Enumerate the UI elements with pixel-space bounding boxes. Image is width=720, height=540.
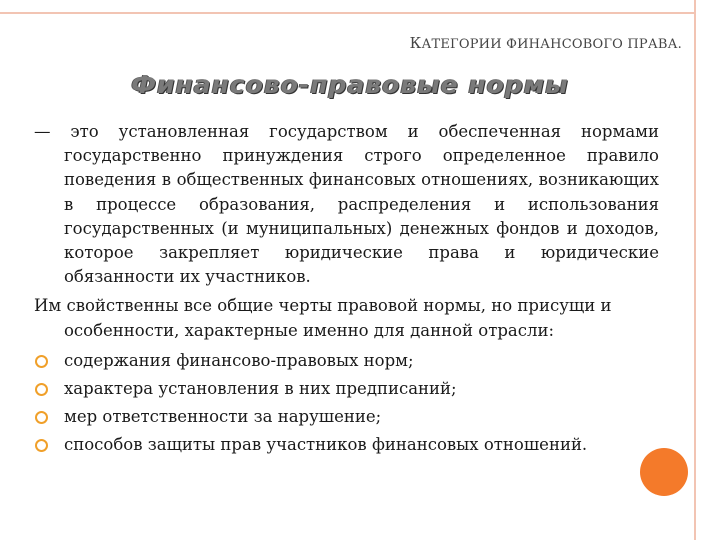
circle-bullet-icon bbox=[35, 411, 48, 424]
features-list bbox=[34, 347, 659, 459]
circle-bullet-icon bbox=[35, 439, 48, 452]
circle-bullet-icon bbox=[35, 383, 48, 396]
list-item-text: характера установления в них предписаний; bbox=[64, 378, 457, 398]
list-item-text: мер ответственности за нарушение; bbox=[64, 406, 382, 426]
header-cap-letter: К bbox=[409, 34, 422, 52]
list-item bbox=[34, 375, 659, 403]
list-item bbox=[34, 431, 659, 459]
list-item bbox=[34, 403, 659, 431]
list-item bbox=[34, 347, 659, 375]
slide-title: Финансово-правовые нормы bbox=[131, 70, 569, 99]
decorative-orange-circle bbox=[640, 448, 688, 496]
section-header bbox=[410, 34, 682, 52]
definition-paragraph: — это установленная государством и обеспеченная нормами государственно принуждения строго определенное правило поведения в общественных финансовых отношениях, возникающих в процессе образования, распределения и использования государственных (и муниципальных) денежных фондов и доходов, которое закрепляет юридические права и юридические обязанности их участников. bbox=[34, 122, 659, 287]
header-text: АТЕГОРИИ ФИНАНСОВОГО ПРАВА. bbox=[421, 37, 682, 52]
circle-bullet-icon bbox=[35, 355, 48, 368]
list-item-text: содержания финансово-правовых норм; bbox=[64, 350, 414, 370]
intro-paragraph: Им свойственны все общие черты правовой нормы, но присущи и особенности, характерные именно для данной отрасли: bbox=[34, 296, 612, 340]
list-item-text: способов защиты прав участников финансовых отношений. bbox=[64, 434, 588, 454]
top-border-line bbox=[0, 12, 694, 14]
slide-content bbox=[34, 120, 659, 459]
